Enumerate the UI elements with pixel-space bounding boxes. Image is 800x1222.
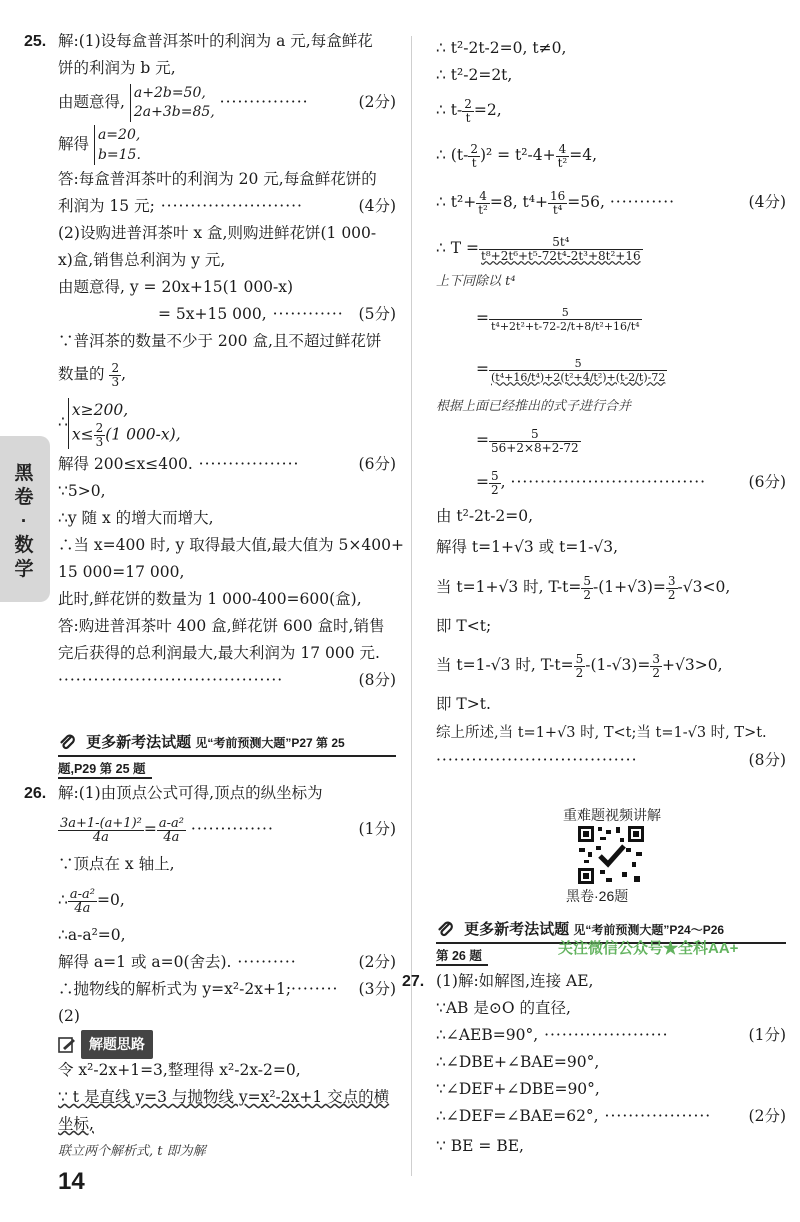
fraction-denominator: 56+2×8+2-72	[491, 440, 579, 455]
question-25-number: 25.	[24, 33, 47, 50]
q25-line: ∴y 随 x 的增大而增大,	[58, 509, 214, 527]
q25-line: 15 000=17 000,	[58, 563, 185, 581]
r-line: -√3<0,	[677, 578, 731, 596]
q25-line: 数量的	[58, 365, 105, 383]
r-line: 由 t²-2t-2=0,	[436, 507, 534, 525]
handwritten-note: 上下同除以 t⁴	[436, 274, 516, 289]
q25-line: 由题意得, y = 20x+15(1 000-x)	[58, 278, 294, 296]
paperclip-icon	[436, 920, 456, 940]
inequality-row: (1 000-x),	[105, 425, 181, 443]
fraction-numerator: 2	[464, 96, 472, 111]
q27-line: ∴∠AEB=90°,	[436, 1026, 539, 1044]
r-line: ∴ t²-2=2t,	[436, 66, 513, 84]
q25-line: 利润为 15 元;	[58, 197, 155, 215]
qr-code-icon[interactable]	[576, 824, 646, 886]
equals-sign: =	[143, 820, 157, 838]
qr-caption: 黑卷·26题	[566, 888, 629, 904]
q26-line: =0,	[96, 891, 125, 909]
fraction-numerator: 2	[95, 420, 104, 435]
score-mark: (8分)	[748, 751, 786, 769]
r-line: ∴ T =	[436, 239, 480, 257]
r-line: ∴ t²-2t-2=0, t≠0,	[436, 39, 567, 57]
column-divider	[411, 36, 412, 1176]
question-27-number: 27.	[402, 973, 425, 990]
q27-line: (1)解:如解图,连接 AE,	[436, 972, 594, 990]
q25-line: ∴当 x=400 时, y 取得最大值,最大值为 5×400+	[58, 536, 404, 554]
score-mark: (6分)	[748, 473, 786, 491]
fraction-numerator: 5	[489, 306, 642, 320]
fraction-numerator: 2	[111, 360, 120, 375]
q26-line: 令 x²-2x+1=3,整理得 x²-2x-2=0,	[58, 1061, 301, 1079]
score-mark: (2分)	[358, 953, 396, 971]
page-number: 14	[58, 1168, 85, 1195]
q26-line: 解得 a=1 或 a=0(舍去).	[58, 953, 232, 971]
fraction-numerator: 4	[556, 143, 570, 157]
r-line: +√3>0,	[662, 656, 723, 674]
fraction-denominator: t	[465, 110, 471, 125]
equation-system-row: a+2b=50,	[133, 85, 206, 101]
right-column: ∴ t²-2t-2=0, t≠0, ∴ t²-2=2t, ∴ t- $\frac{2}{t}$ =2, ∴ (t- $\frac{2}{t}$ )² = t²-4+ $\frac{4}{\text{t²}}$ =4, ∴ t²+ $\frac{4}{\text{t²}}$ =8, t⁴+ $\frac{16}{\text{t⁴}}$ =56, ··········· (4分) ∴ T = $\frac{\text{5t⁴}}{\text{t⁸+2t⁶+t⁵-72t⁴-2t³+8t²+16}}$ 上下同除以 t⁴ = $\frac{5}{\text{t⁴+2t²+t-72-2/t+8/t²+16/t⁴}}$ = $\frac{5}{\text{(t⁴+16/t⁴)+2(t²+4/t²)+(t-2/t)-72}}$ 根据上面已经推出的式子进行合并 = $\frac{5}{56+2\times 8+2-72}$ = $\frac{5}{2}$ , ································· (6分) 由 t²-2t-2=0, 解得 t=1+√3 或 t=1-√3, 当 t=1+√3 时, T-t= $\frac{5}{2}$ -(1+√3)= $\frac{3}{2}$ -√3<0, 即 T<t; 当 t=1-√3 时, T-t= $\frac{5}{2}$ -(1-√3)= $\frac{3}{2}$ +√3>0, 即 T>t. 综上所述,当 t=1+√3 时, T<t;当 t=1-√3 时, T>t. ·································· (8分)	[436, 35, 786, 774]
question-27-block: 27. (1)解:如解图,连接 AE, ∵AB 是⊙O 的直径, ∴∠AEB=90°, ····················· (1分) ∴∠DBE+∠BAE=90°, ∵∠DEF+∠DBE=90°, ∴∠DEF=∠BAE=62°, ·················· (2分) ∵ BE = BE,	[436, 968, 786, 1162]
fraction-denominator: t⁴	[552, 202, 563, 217]
q25-line: 此时,鲜花饼的数量为 1 000-400=600(盒),	[58, 590, 362, 608]
q25-line: ∵5>0,	[58, 482, 106, 500]
fraction-numerator: 5	[489, 357, 667, 371]
fraction-denominator: 3	[111, 374, 120, 389]
inequality-row: x≥200,	[71, 400, 129, 419]
r-line: 即 T>t.	[436, 695, 491, 713]
therefore-symbol: ∴	[58, 891, 68, 909]
q25-line: 由题意得,	[58, 93, 125, 111]
r-line: -(1-√3)=	[585, 656, 651, 674]
fraction-denominator: 4a	[92, 829, 109, 845]
r-line: 即 T<t;	[436, 617, 492, 635]
more-questions-tail: 题,P29 第 25 题	[58, 757, 152, 779]
r-line: 综上所述,当 t=1+√3 时, T<t;当 t=1-√3 时, T>t.	[436, 725, 767, 741]
q25-line: 解得	[58, 135, 90, 153]
equation-system-row: 2a+3b=85,	[133, 104, 215, 120]
handwritten-note: 根据上面已经推出的式子进行合并	[436, 399, 632, 414]
q27-line: ∵∠DEF+∠DBE=90°,	[436, 1080, 600, 1098]
q26-line: ∴a-a²=0,	[58, 926, 126, 944]
q25-line: (2)设购进普洱茶叶 x 盒,则购进鲜花饼(1 000-	[58, 224, 377, 242]
fraction-numerator: 3a+1-(a+1)²	[60, 815, 142, 831]
r-line: ,	[500, 473, 506, 491]
q25-line: 解得 200≤x≤400.	[58, 455, 193, 473]
q25-line: 解:(1)设每盒普洱茶叶的利润为 a 元,每盒鲜花	[58, 32, 373, 50]
fraction-numerator: 4	[476, 190, 490, 204]
inequality-row: x≤	[71, 425, 94, 443]
fraction-denominator: t⁸+2t⁶+t⁵-72t⁴-2t³+8t²+16	[481, 248, 641, 263]
r-line: ∴ t²+	[436, 193, 477, 211]
score-mark: (6分)	[358, 455, 396, 473]
equation-system-row: a=20,	[97, 127, 141, 143]
r-line: ∴ (t-	[436, 146, 469, 164]
fraction-denominator: t²	[557, 155, 568, 170]
video-lecture-label: 重难题视频讲解	[563, 807, 661, 823]
r-line: =2,	[473, 101, 502, 119]
watermark-text: 关注微信公众号★全科AA+	[558, 940, 739, 957]
fraction-numerator: a-a²	[69, 886, 95, 902]
pencil-note-icon	[58, 1037, 76, 1053]
q26-line: 坐标,	[58, 1115, 94, 1133]
score-mark: (4分)	[748, 193, 786, 211]
fraction-denominator: 4a	[163, 829, 180, 845]
more-questions-ref: 见“考前预测大题”P24～P26	[573, 923, 725, 937]
q25-line: 答:每盒普洱茶叶的利润为 20 元,每盒鲜花饼的	[58, 170, 377, 188]
question-26-number: 26.	[24, 785, 47, 802]
q25-line: x)盒,销售总利润为 y 元,	[58, 251, 226, 269]
fraction-numerator: 2	[470, 141, 478, 156]
score-mark: (2分)	[358, 93, 396, 111]
q26-line: 解:(1)由顶点公式可得,顶点的纵坐标为	[58, 784, 323, 802]
q26-line: ∴抛物线的解析式为 y=x²-2x+1;	[58, 980, 292, 998]
score-mark: (8分)	[358, 671, 396, 689]
q26-line: (2)	[58, 1007, 80, 1025]
q27-line: ∴∠DEF=∠BAE=62°,	[436, 1107, 599, 1125]
fraction-denominator: t²	[478, 202, 488, 217]
equals-sign: =	[476, 473, 489, 491]
paperclip-icon	[58, 733, 78, 753]
score-mark: (2分)	[748, 1107, 786, 1125]
fraction-numerator: 16	[550, 188, 566, 203]
fraction-denominator: 2	[491, 482, 499, 497]
more-questions-ref: 见“考前预测大题”P27 第 25	[195, 736, 345, 750]
r-line: =4,	[569, 146, 598, 164]
q25-line: ∵普洱茶的数量不少于 200 盒,且不超过鲜花饼	[58, 332, 382, 350]
left-column: 25. 解:(1)设每盒普洱茶叶的利润为 a 元,每盒鲜花 饼的利润为 b 元, 由题意得, a+2b=50, 2a+3b=85, ··············· (2分) 解得 a=20, b=15. 答:每盒普洱茶叶的利润为 20 元,每盒鲜花饼的 利润为 15 元; ························ (4分) (2)设购进普洱茶叶 x 盒,则购进鲜花饼(1 000- x)盒,销售总利润为 y 元, 由题意得, y = 20x+15(1 000-x) = 5x+15 000, ············ (5分) ∵普洱茶的数量不少于 200 盒,且不超过鲜花饼 数量的 $\frac{2}{3}$ , ∴ x≥200, x≤ $\frac{2}{3}$ (1 000-x), 解得 200≤x≤400. ················· (6分) ∵5>0, ∴y 随 x 的增大而增大, ∴当 x=400 时, y 取得最大值,最大值为 5×400+ 15 000=17 000, 此时,鲜花饼的数量为 1 000-400=600(盒), 答:购进普洱茶叶 400 盒,鲜花饼 600 盒时,销售 完后获得的总利润最大,最大利润为 17 000 元. ······································ (8分) 更多新考法试题 见“考前预测大题”P27 第 25 题,P29 第 25 题 26. 解:(1)由顶点公式可得,顶点的纵坐标为 $\frac{\text{3a+1-(a+1)²}}{4a}$ = $\frac{\text{a-a²}}{4a}$ ·············· (1分) ∵顶点在 x 轴上, ∴ $\frac{\text{a-a²}}{4a}$ =0, ∴a-a²=0, 解得 a=1 或 a=0(舍去). ·········· (2分) ∴抛物线的解析式为 y=x²-2x+1;········ (3分) (2) 解题思路 令 x²-2x+1=3,整理得 x²-2x-2=0, ∵ t 是直线 y=3 与抛物线 y=x²-2x+1 交点的横 坐标, 联立两个解析式, t 即为解	[58, 28, 396, 694]
more-questions-tail: 第 26 题	[436, 944, 488, 966]
r-line: =56,	[567, 193, 605, 211]
solution-idea-badge: 解题思路	[81, 1030, 153, 1059]
q26-line: ∵ t 是直线 y=3 与抛物线 y=x²-2x+1 交点的横	[58, 1088, 390, 1106]
fraction-denominator: 4a	[74, 900, 91, 916]
r-line: 当 t=1-√3 时, T-t=	[436, 656, 574, 674]
fraction-denominator: 3	[95, 434, 104, 449]
fraction-numerator: 5	[491, 468, 499, 483]
fraction-denominator: (t⁴+16/t⁴)+2(t²+4/t²)+(t-2/t)-72	[491, 370, 666, 384]
fraction-denominator: t	[471, 155, 477, 170]
side-tab-label: 黑卷·数学	[14, 463, 34, 580]
more-questions-title: 更多新考法试题	[464, 921, 570, 938]
q27-line: ∵AB 是⊙O 的直径,	[436, 999, 571, 1017]
r-line: 解得 t=1+√3 或 t=1-√3,	[436, 538, 619, 556]
score-mark: (1分)	[748, 1026, 786, 1044]
q25-line: 完后获得的总利润最大,最大利润为 17 000 元.	[58, 644, 380, 662]
handwritten-note: 联立两个解析式, t 即为解	[58, 1144, 206, 1159]
score-mark: (3分)	[358, 980, 396, 998]
more-questions-title: 更多新考法试题	[86, 734, 192, 751]
r-line: =8, t⁴+	[489, 193, 548, 211]
q25-line: 饼的利润为 b 元,	[58, 59, 176, 77]
q26-line: ∵顶点在 x 轴上,	[58, 855, 175, 873]
q25-line: = 5x+15 000,	[158, 305, 267, 323]
fraction-numerator: 5t⁴	[479, 236, 643, 250]
more-exam-questions-box	[58, 731, 396, 779]
q27-line: ∵ BE = BE,	[436, 1137, 524, 1155]
fraction-numerator: 5	[489, 428, 581, 442]
r-line: -(1+√3)=	[592, 578, 666, 596]
equation-system-row: b=15.	[97, 147, 141, 163]
subject-side-tab	[0, 436, 50, 602]
r-line: 当 t=1+√3 时, T-t=	[436, 578, 582, 596]
fraction-numerator: a-a²	[158, 815, 184, 831]
q25-line: 答:购进普洱茶叶 400 盒,鲜花饼 600 盒时,销售	[58, 617, 385, 635]
q27-line: ∴∠DBE+∠BAE=90°,	[436, 1053, 600, 1071]
score-mark: (4分)	[358, 197, 396, 215]
r-line: ∴ t-	[436, 101, 463, 119]
score-mark: (5分)	[358, 305, 396, 323]
fraction-denominator: t⁴+2t²+t-72-2/t+8/t²+16/t⁴	[491, 319, 640, 333]
r-line: )² = t²-4+	[479, 146, 556, 164]
score-mark: (1分)	[358, 820, 396, 838]
